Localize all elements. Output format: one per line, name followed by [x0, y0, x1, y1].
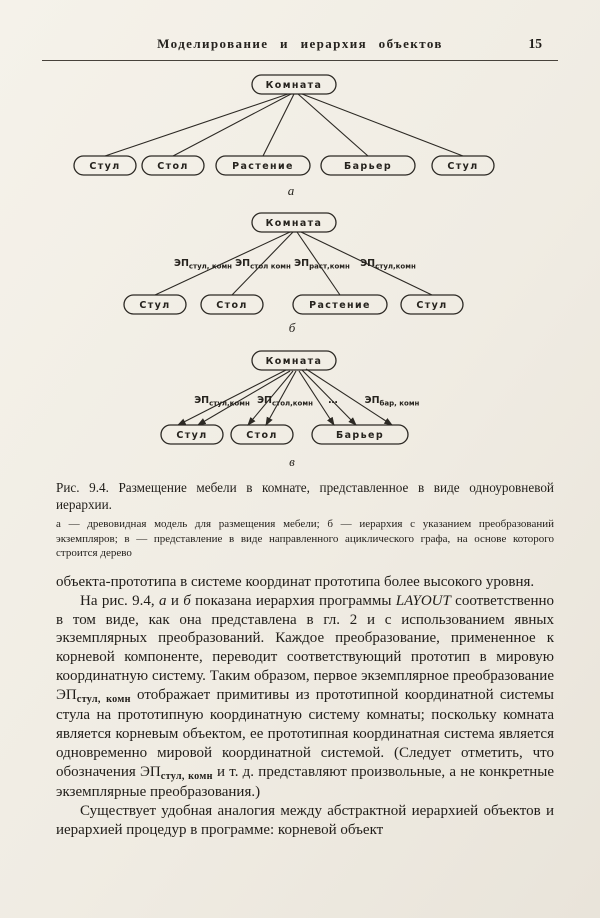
text-run: стул, комн [160, 770, 213, 782]
text-run: а [158, 592, 167, 609]
edge-line [302, 94, 463, 156]
edge-label-chair-room: $ЭП_{стул, комн}$ [173, 258, 233, 271]
text-run: LAYOUT [395, 592, 451, 609]
paragraph [56, 573, 554, 592]
figure-caption [56, 479, 554, 560]
node-label-chair-2: Стул [416, 300, 448, 311]
edge-label-chair2-room: $ЭП_{стул,комн}$ [360, 258, 416, 271]
node-label-plant: Растение [309, 300, 371, 311]
text-run: отображает примитивы из прототипной координатной системы стула на прототипную координатную систему комнаты; поскольку комната является корневым объектом, ее прототипная координатная система является одновременно мировой координатной системой. (Следует отметить, что обозначения ЭП [56, 686, 555, 780]
page-number: 15 [528, 36, 542, 51]
diagram-c-letter: в [289, 454, 295, 469]
paragraph [56, 592, 554, 802]
node-label-plant: Растение [232, 161, 294, 172]
node-label-chair-1: Стул [139, 300, 171, 311]
diagram-a [74, 75, 494, 198]
diagram-a-letter: а [287, 183, 295, 198]
edge-line [298, 94, 368, 156]
diagram-b-letter: б [288, 320, 296, 335]
node-label-room: Комната [265, 80, 323, 91]
edge-line [173, 94, 291, 156]
text-run: объекта-прототипа в системе координат прототипа более высокого уровня. [56, 574, 535, 591]
text-run: Существует удобная аналогия между абстрактной иерархией объектов и иерархией процедур в программе: корневой объект [56, 802, 554, 838]
header-rule [42, 60, 558, 61]
edge-line [105, 94, 288, 156]
text-run: б [183, 592, 191, 609]
diagram-b [124, 213, 463, 335]
text-run: и т. д. представляют произвольные, а не конкретные экземплярные преобразования.) [56, 763, 555, 801]
node-label-table: Стол [246, 430, 278, 441]
text-run: и [166, 592, 184, 609]
running-head [0, 0, 600, 56]
paragraph [56, 802, 554, 840]
node-label-room: Комната [265, 218, 323, 229]
edge-label-barrier-room: $ЭП_{бар, комн}$ [364, 395, 420, 408]
figure-caption-details: а — древовидная модель для размещения мебели; б — иерархия с указанием преобразований экземпляров; в — представление в виде направленного ациклического графа, на основе которого строится дерево [56, 518, 554, 559]
edge-line [263, 94, 294, 156]
text-run: На рис. 9.4, [80, 592, 159, 609]
text-run: стул, комн [76, 693, 131, 705]
body-text [56, 573, 554, 839]
diagram-c [161, 351, 420, 469]
edge-label-chair-room: $ЭП_{стул,комн}$ [194, 395, 250, 408]
running-title: Моделирование и иерархия объектов [157, 36, 443, 51]
edge-label-table-room: $ЭП_{стол,комн}$ [257, 395, 313, 408]
edge-label-ellipsis: … [328, 395, 338, 406]
figure-9-4-diagrams [0, 65, 600, 473]
node-label-chair-2: Стул [447, 161, 479, 172]
edge-line [198, 371, 290, 425]
edge-label-table-room: $ЭП_{стол комн}$ [235, 258, 291, 271]
node-label-room: Комната [265, 356, 323, 367]
node-label-table: Стол [157, 161, 189, 172]
node-label-chair-1: Стул [89, 161, 121, 172]
node-label-chair: Стул [176, 430, 208, 441]
node-label-table: Стол [216, 300, 248, 311]
node-label-barrier: Барьер [343, 161, 393, 172]
text-run: соответственно в том виде, как она представлена в гл. 2 и с использованием явных экземплярных преобразований. Каждое преобразование, примененное к корневой компоненте, переводит соответствующий прототип в мировую координатную систему. Таким образом, первое экземплярное преобразование ЭП [56, 592, 554, 703]
figure-caption-title: Рис. 9.4. Размещение мебели в комнате, представленное в виде одноуровневой иерархии. [56, 480, 554, 513]
edge-label-plant-room: $ЭП_{раст,комн}$ [294, 258, 350, 271]
node-label-barrier: Барьер [335, 430, 385, 441]
text-run: показана иерархия программы [190, 592, 396, 609]
